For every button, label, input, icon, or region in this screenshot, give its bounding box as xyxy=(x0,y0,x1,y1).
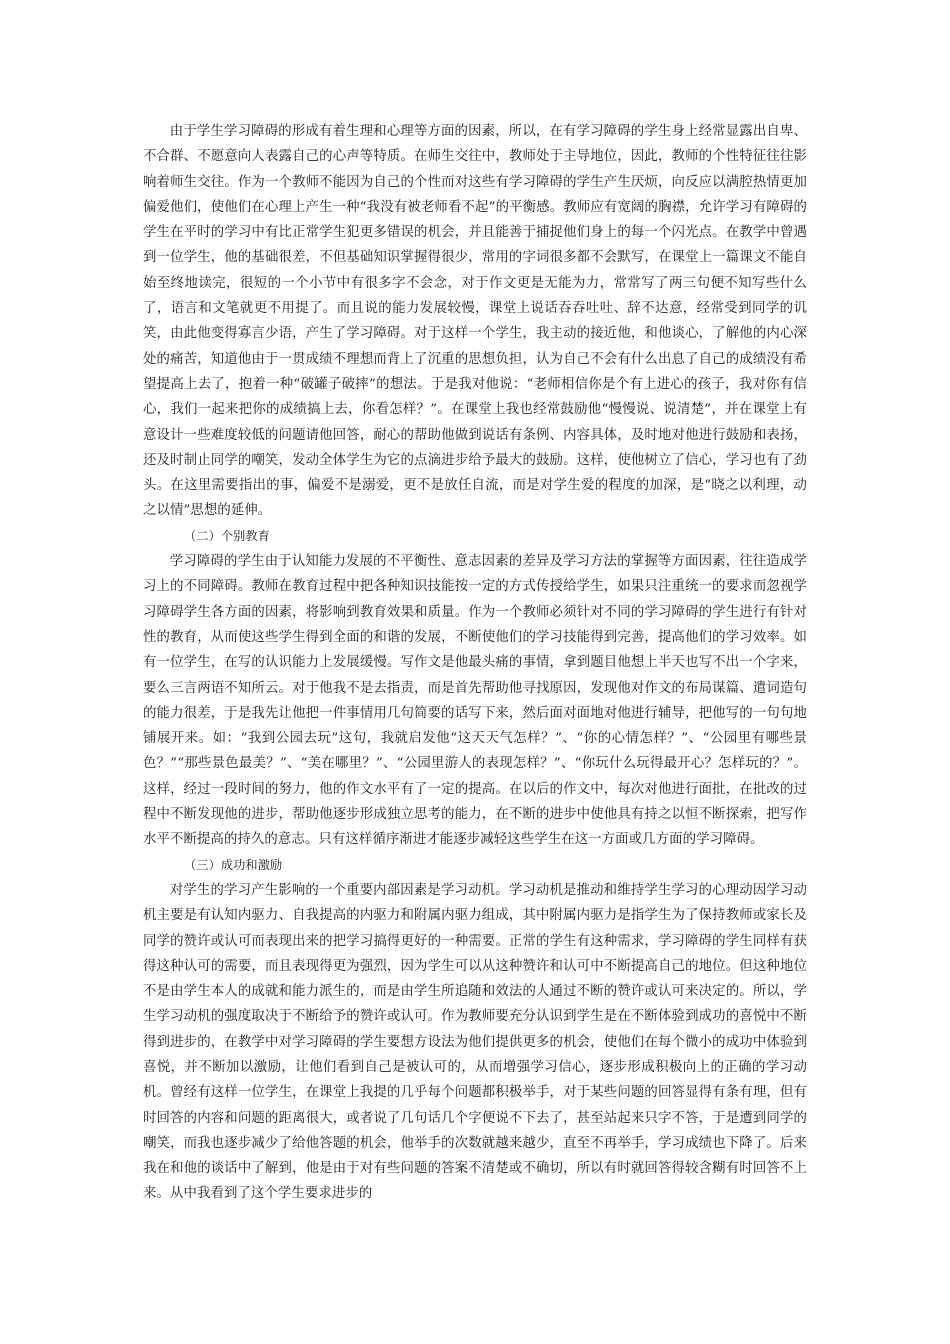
paragraph-2: 学习障碍的学生由于认知能力发展的不平衡性、意志因素的差异及学习方法的掌握等方面因素，往往造成学习上的不同障碍。教师在教育过程中把各种知识技能按一定的方式传授给学生，如果只注重统一的要求而忽视学习障碍学生各方面的因素，将影响到教育效果和质量。作为一个教师必须针对不同的学习障碍的学生进行有针对性的教育，从而使这些学生得到全面的和谐的发展，不断使他们的学习技能得到完善，提高他们的学习效率。如有一位学生，在写的认识能力上发展缓慢。写作文是他最头痛的事情，拿到题目他想上半天也写不出一个字来，要么三言两语不知所云。对于他我不是去指责，而是首先帮助他寻找原因，发现他对作文的布局谋篇、遣词造句的能力很差，于是我先让他把一件事情用几句简要的话写下来，然后面对面地对他进行辅导，把他写的一句句地铺展开来。如：“我到公园去玩”这句，我就启发他“这天天气怎样？”、“你的心情怎样？”、“公园里有哪些景色？”“那些景色最美？”、“美在哪里？”、“公园里游人的表现怎样？”、“你玩什么玩得最开心？怎样玩的？”。这样，经过一段时间的努力，他的作文水平有了一定的提高。在以后的作文中，每次对他进行面批，在批改的过程中不断发现他的进步，帮助他逐步形成独立思考的能力，在不断的进步中使他具有持之以恒不断探索，把写作水平不断提高的持久的意志。只有这样循序渐进才能逐步减轻这些学生在这一方面或几方面的学习障碍。 xyxy=(143,554,807,848)
paragraph-3: 对学生的学习产生影响的一个重要内部因素是学习动机。学习动机是推动和维持学生学习的心理动因学习动机主要是有认知内驱力、自我提高的内驱力和附属内驱力组成，其中附属内驱力是指学生为了保持教师或家长及同学的赞许或认可而表现出来的把学习搞得更好的一种需要。正常的学生有这种需求，学习障碍的学生同样有获得这种认可的需要，而且表现得更为强烈，因为学生可以从这种赞许和认可中不断提高自己的地位。但这种地位不是由学生本人的成就和能力派生的，而是由学生所追随和效法的人通过不断的赞许或认可来决定的。所以，学生学习动机的强度取决于不断给予的赞许或认可。作为教师要充分认识到学生是在不断体验到成功的喜悦中不断得到进步的，在教学中对学习障碍的学生要想方设法为他们提供更多的机会，使他们在每个微小的成功中体验到喜悦，并不断加以激励，让他们看到自己是被认可的，从而增强学习信心，逐步形成积极向上的正确的学习动机。曾经有这样一位学生，在课堂上我提的几乎每个问题都积极举手，对于某些问题的回答显得有条有理，但有时回答的内容和问题的距离很大，或者说了几句话几个字便说不下去了，甚至站起来只字不答，于是遭到同学的嘲笑，而我也逐步减少了给他答题的机会，他举手的次数就越来越少，直至不再举手，学习成绩也下降了。后来我在和他的谈话中了解到，他是由于对有些问题的答案不清楚或不确切，所以有时就回答得较含糊有时回答不上来。从中我看到了这个学生要求进步的 xyxy=(143,882,807,1202)
document-body xyxy=(143,119,807,1207)
section-heading-3: （三）成功和激励 xyxy=(184,857,283,872)
section-heading-2: （二）个别教育 xyxy=(184,528,271,543)
paragraph-1: 由于学生学习障碍的形成有着生理和心理等方面的因素，所以，在有学习障碍的学生身上经常显露出自卑、不合群、不愿意向人表露自己的心声等特质。在师生交往中，教师处于主导地位，因此，教师的个性特征往往影响着师生交往。作为一个教师不能因为自己的个性而对这些有学习障碍的学生产生厌烦，向反应以满腔热情更加偏爱他们，使他们在心理上产生一种“我没有被老师看不起”的平衡感。教师应有宽阔的胸襟，允许学习有障碍的学生在平时的学习中有比正常学生犯更多错误的机会，并且能善于捕捉他们身上的每一个闪光点。在教学中曾遇到一位学生，他的基础很差，不但基础知识掌握得很少，常用的字词很多都不会默写，在课堂上一篇课文不能自始至终地读完，很短的一个小节中有很多字不会念，对于作文更是无能为力，常常写了两三句便不知写些什么了，语言和文笔就更不用提了。而且说的能力发展较慢，课堂上说话吞吞吐吐、辞不达意，经常受到同学的讥笑，由此他变得寡言少语，产生了学习障碍。对于这样一个学生，我主动的接近他，和他谈心，了解他的内心深处的痛苦，知道他由于一贯成绩不理想而背上了沉重的思想负担，认为自己不会有什么出息了自己的成绩没有希望提高上去了，抱着一种“破罐子破摔”的想法。于是我对他说：“老师相信你是个有上进心的孩子，我对你有信心，我们一起来把你的成绩搞上去，你看怎样？”。在课堂上我也经常鼓励他“慢慢说、说清楚”，并在课堂上有意设计一些难度较低的问题请他回答，耐心的帮助他做到说话有条例、内容具体，及时地对他进行鼓励和表扬，还及时制止同学的嘲笑，发动全体学生为它的点滴进步给予最大的鼓励。这样，使他树立了信心，学习也有了劲头。在这里需要指出的事，偏爱不是溺爱，更不是放任自流，而是对学生爱的程度的加深，是“晓之以利理，动之以情”思想的延伸。 xyxy=(143,124,807,519)
